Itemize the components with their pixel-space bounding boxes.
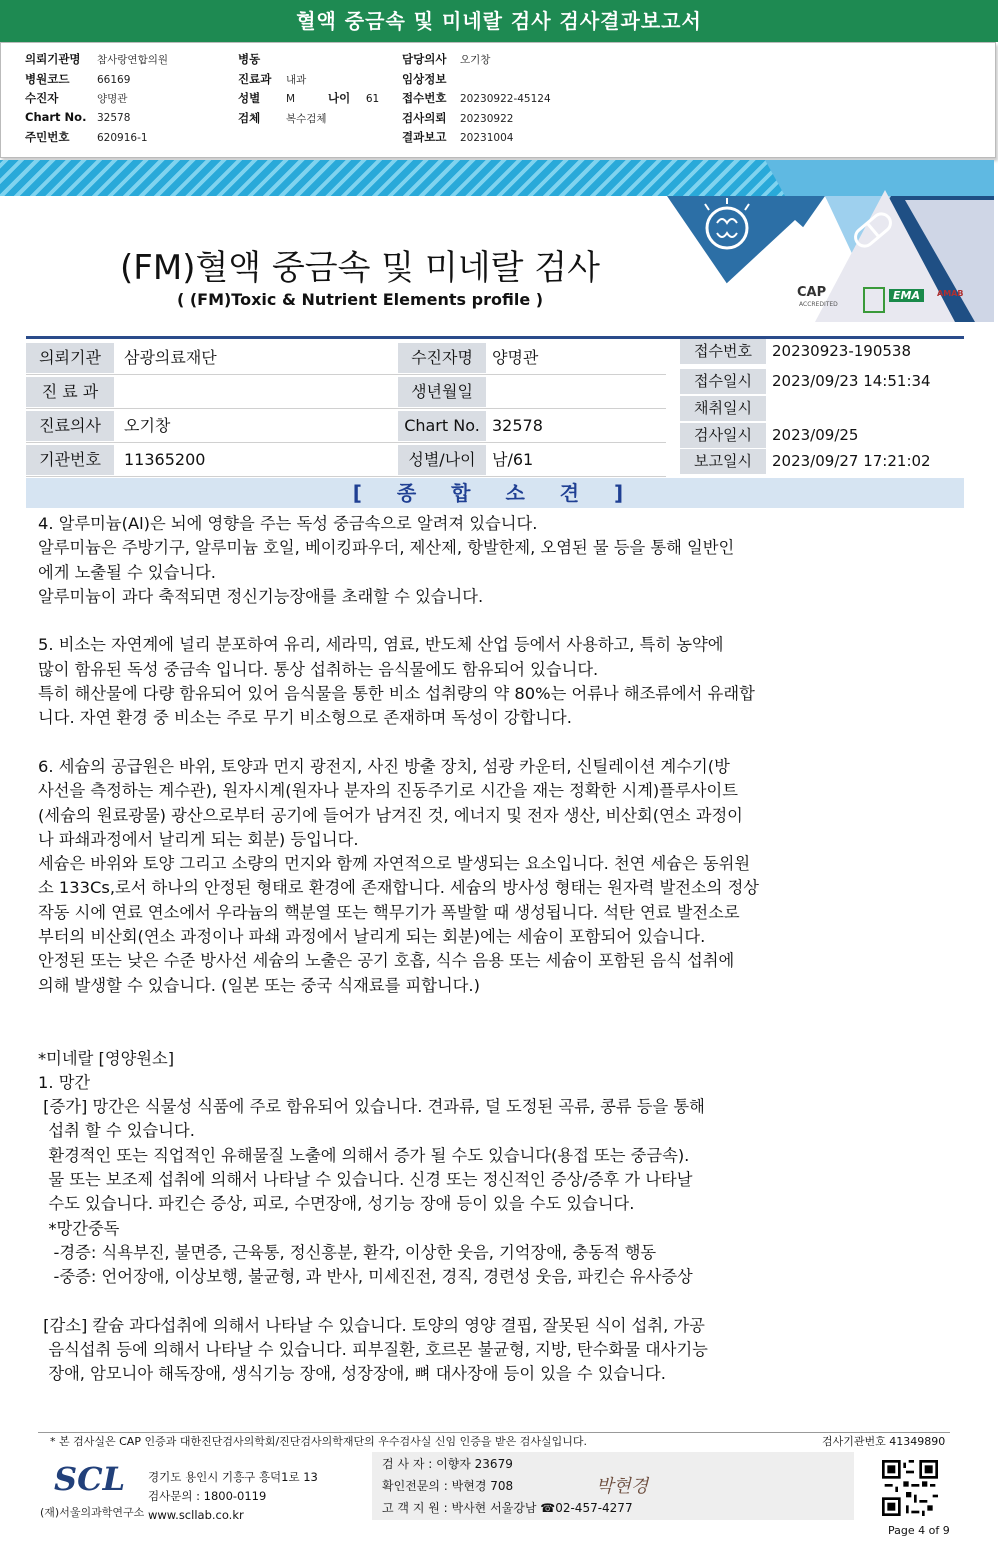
summary-line: *망간중독 — [38, 1218, 120, 1238]
header-row — [238, 110, 327, 130]
summary-line: 알루미늄이 과다 축적되면 정신기능장애를 초래할 수 있습니다. — [38, 586, 484, 606]
patient-field-value: 삼광의료재단 — [124, 348, 217, 367]
cert-logos — [797, 283, 967, 313]
summary-line: 나 파쇄과정에서 날리게 되는 회분) 등입니다. — [38, 829, 359, 849]
summary-line: [감소] 칼슘 과다섭취에 의해서 나타날 수 있습니다. 토양의 영양 결핍, 잘못된 식이 섭취, 가공 — [38, 1315, 705, 1335]
summary-line: (세슘의 원료광물) 광산으로부터 공기에 들어가 남겨진 것, 에너지 및 전자 생산, 비산회(연소 과정이 — [38, 805, 743, 825]
summary-line: 알루미늄은 주방기구, 알루미늄 호일, 베이킹파우더, 제산제, 항발한제, 오염된 물 등을 통해 일반인 — [38, 538, 735, 558]
summary-body — [38, 512, 938, 1387]
summary-line: 1. 망간 — [38, 1072, 91, 1092]
lab-website[interactable]: www.scllab.co.kr — [148, 1508, 244, 1522]
header-value: 32578 — [97, 111, 131, 124]
cap-logo: CAP — [797, 285, 827, 300]
summary-line: 에게 노출될 수 있습니다. — [38, 562, 216, 582]
patient-field-value: 양명관 — [492, 348, 539, 367]
header-value: 20230922 — [460, 112, 514, 125]
header-row — [402, 110, 551, 130]
header-row — [25, 71, 168, 91]
report-field-value: 2023/09/27 17:21:02 — [772, 452, 931, 470]
summary-line — [38, 1022, 938, 1046]
patient-field-value: 11365200 — [124, 450, 206, 469]
summary-line: 안정된 또는 낮은 수준 방사선 세슘의 노출은 공기 호흡, 식수 음용 또는 세슘이 포함된 음식 섭취에 — [38, 951, 735, 971]
header-row — [238, 71, 327, 91]
header-row — [402, 51, 551, 71]
report-field-label: 보고일시 — [680, 449, 766, 476]
patient-info-table — [26, 336, 964, 475]
ema-logo: EMA — [889, 289, 924, 302]
summary-line: 사선을 측정하는 계수관), 원자시계(원자나 분자의 진동주기로 시간을 재는 정확한 시계)플루사이트 — [38, 781, 738, 801]
summary-line: 부터의 비산회(연소 과정이나 파쇄 과정에서 날리게 되는 회분)에는 세슘이 포함되어 있습니다. — [38, 927, 706, 947]
patient-field-label: 수진자명 — [398, 343, 486, 375]
summary-line: 소 133Cs,로서 하나의 안정된 형태로 환경에 존재합니다. 세슘의 방사성 형태는 원자력 발전소의 정상 — [38, 878, 760, 898]
summary-line: 세슘은 바위와 토양 그리고 소량의 먼지와 함께 자연적으로 발생되는 요소입니다. 천연 세슘은 동위원 — [38, 854, 751, 874]
summary-line — [38, 731, 938, 755]
header-value: 620916-1 — [97, 132, 148, 144]
header-label: 담당의사 — [402, 52, 447, 66]
lab-name: (재)서울의과학연구소 — [40, 1506, 145, 1519]
report-field-label: 접수일시 — [680, 369, 766, 396]
patient-field-label: 진료의사 — [26, 411, 114, 443]
report-field-label: 채취일시 — [680, 396, 766, 423]
summary-line: 물 또는 보조제 섭취에 의해서 나타날 수 있습니다. 신경 또는 정신적인 증상/증후 가 나타날 — [38, 1170, 693, 1190]
header-row — [25, 51, 168, 71]
header-value: 20231004 — [460, 132, 514, 144]
report-field-value — [766, 396, 964, 421]
header-label: 수진자 — [25, 91, 59, 105]
summary-line: [증가] 망간은 식물성 식품에 주로 함유되어 있습니다. 견과류, 덜 도정된 곡류, 콩류 등을 통해 — [38, 1097, 705, 1117]
patient-field-value: 32578 — [492, 416, 543, 435]
header-label: Chart No. — [25, 109, 87, 124]
patient-field-value — [118, 377, 394, 407]
report-field-value: 2023/09/25 — [772, 426, 859, 444]
header-value: 오기창 — [460, 54, 491, 66]
summary-line — [38, 998, 938, 1022]
header-row — [25, 129, 168, 149]
support-line: 고 객 지 원 : 박사현 서울강남 ☎02-457-4277 — [382, 1501, 633, 1515]
scl-logo: SCL — [54, 1460, 126, 1498]
summary-line: -중증: 언어장애, 이상보행, 불균형, 과 반사, 미세진전, 경직, 경련성 웃음, 파킨슨 유사증상 — [38, 1267, 693, 1287]
header-row — [238, 90, 327, 110]
report-field-label: 접수번호 — [680, 339, 766, 366]
patient-field-label: 생년월일 — [398, 377, 486, 409]
header-label: 검사의뢰 — [402, 110, 447, 125]
header-value: 66169 — [97, 73, 131, 86]
header-value: 내과 — [286, 73, 307, 86]
patient-field-label: 성별/나이 — [398, 445, 486, 477]
header-row — [402, 129, 551, 149]
lm-logo-icon — [863, 287, 885, 313]
report-field-value: 20230923-190538 — [772, 342, 912, 360]
patient-field-label: 진 료 과 — [26, 377, 114, 409]
summary-line: 4. 알루미늄(Al)은 뇌에 영향을 주는 독성 중금속으로 알려져 있습니다. — [38, 514, 538, 533]
page-number: Page 4 of 9 — [888, 1524, 950, 1537]
header-row — [25, 90, 168, 110]
patient-field-value: 남/61 — [492, 450, 534, 469]
summary-line: 장애, 암모니아 해독장애, 생식기능 장애, 성장장애, 뼈 대사장애 등이 있을 수 있습니다. — [38, 1364, 666, 1384]
header-label: 임상정보 — [402, 71, 447, 86]
patient-field-label: Chart No. — [398, 411, 486, 443]
row-divider — [26, 408, 666, 409]
test-subtitle: ( (FM)Toxic & Nutrient Elements profile ) — [176, 290, 544, 309]
summary-line: *미네랄 [영양원소] — [38, 1048, 175, 1068]
header-label: 의뢰기관명 — [25, 52, 81, 66]
lab-address: 경기도 용인시 기흥구 흥덕1로 13 — [148, 1470, 318, 1484]
lab-contact — [148, 1468, 318, 1525]
header-label: 접수번호 — [402, 91, 447, 105]
summary-line: 수도 있습니다. 파킨슨 증상, 피로, 수면장애, 성기능 장애 등이 있을 수도 있습니다. — [38, 1194, 635, 1214]
summary-line: 특히 해산물에 다량 함유되어 있어 음식물을 통한 비소 섭취량의 약 80%는 어류나 해조류에서 유래합 — [38, 684, 755, 704]
header-row — [238, 51, 327, 71]
summary-line: -경증: 식욕부진, 불면증, 근육통, 정신흥분, 환각, 이상한 웃음, 기억장애, 충동적 행동 — [38, 1242, 657, 1262]
summary-line: 음식섭취 등에 의해서 나타날 수 있습니다. 피부질환, 호르몬 불균형, 지방, 탄수화물 대사기능 — [38, 1340, 708, 1360]
row-divider — [26, 374, 666, 375]
header-label: 검체 — [238, 110, 261, 125]
summary-line — [38, 1290, 938, 1314]
row-divider — [26, 442, 666, 443]
header-value: 20230922-45124 — [460, 93, 551, 105]
certification-note: * 본 검사실은 CAP 인증과 대한진단검사의학회/진단검사의학재단의 우수검사실 신임 인증을 받은 검사실입니다. — [50, 1435, 588, 1448]
header-label: 병동 — [238, 52, 261, 66]
age-field — [328, 90, 379, 106]
summary-line: 의해 발생할 수 있습니다. (일본 또는 중국 식재료를 피합니다.) — [38, 975, 480, 995]
summary-line: 5. 비소는 자연계에 널리 분포하여 유리, 세라믹, 염료, 반도체 산업 등에서 사용하고, 특히 농약에 — [38, 635, 724, 655]
summary-line: 작동 시에 연료 연소에서 우라늄의 핵분열 또는 핵무기가 폭발할 때 생성됩니다. 석탄 연료 발전소로 — [38, 902, 740, 922]
header-info-panel — [0, 42, 996, 158]
signature: 박현경 — [596, 1476, 649, 1497]
header-label: 주민번호 — [25, 130, 70, 144]
header-value: 복수검체 — [286, 112, 327, 125]
patient-field-value — [486, 377, 692, 407]
report-title: 혈액 중금속 및 미네랄 검사 검사결과보고서 — [0, 0, 998, 42]
row-divider — [26, 476, 666, 477]
patient-field-value: 오기창 — [124, 416, 171, 435]
patient-field-label: 의뢰기관 — [26, 343, 114, 375]
summary-line: 환경적인 또는 직업적인 유해물질 노출에 의해서 증가 될 수도 있습니다(용접 또는 중금속). — [38, 1145, 690, 1165]
header-row — [25, 110, 168, 130]
header-value: 참사랑연합의원 — [97, 54, 169, 66]
header-value: 양명관 — [97, 93, 128, 105]
institution-number: 검사기관번호 41349890 — [822, 1435, 946, 1448]
report-field-value: 2023/09/23 14:51:34 — [772, 372, 931, 390]
header-value: M — [286, 93, 296, 105]
report-field-label: 검사일시 — [680, 423, 766, 450]
header-row — [402, 71, 551, 91]
qr-code-icon[interactable] — [882, 1460, 938, 1516]
header-label: 결과보고 — [402, 130, 447, 144]
tester-line: 검 사 자 : 이향자 23679 — [382, 1457, 513, 1471]
patient-field-label: 기관번호 — [26, 445, 114, 477]
header-label: 병원코드 — [25, 71, 70, 86]
summary-line: 많이 함유된 독성 중금속 입니다. 통상 섭취하는 음식물에도 함유되어 있습니다. — [38, 659, 599, 679]
age-label: 나이 — [328, 91, 351, 105]
amab-logo: AMAB — [937, 289, 964, 298]
test-title: (FM)혈액 중금속 및 미네랄 검사 — [120, 248, 600, 288]
header-row — [402, 90, 551, 110]
lab-inquiry: 검사문의 : 1800-0119 — [148, 1489, 267, 1503]
header-label: 성별 — [238, 91, 261, 105]
summary-line: 니다. 자연 환경 중 비소는 주로 무기 비소형으로 존재하며 독성이 강합니다. — [38, 708, 572, 728]
cap-accredited-text: ACCREDITED — [799, 301, 838, 308]
summary-line — [38, 609, 938, 633]
header-label: 진료과 — [238, 71, 272, 86]
age-value: 61 — [365, 93, 380, 105]
summary-line: 섭취 할 수 있습니다. — [38, 1121, 195, 1141]
summary-header: [ 종 합 소 견 ] — [26, 478, 964, 508]
summary-line: 6. 세슘의 공급원은 바위, 토양과 먼지 광전지, 사진 방출 장치, 섬광 카운터, 신틸레이션 계수기(방 — [38, 756, 730, 776]
specialist-line: 확인전문의 : 박현경 708 — [382, 1479, 514, 1493]
